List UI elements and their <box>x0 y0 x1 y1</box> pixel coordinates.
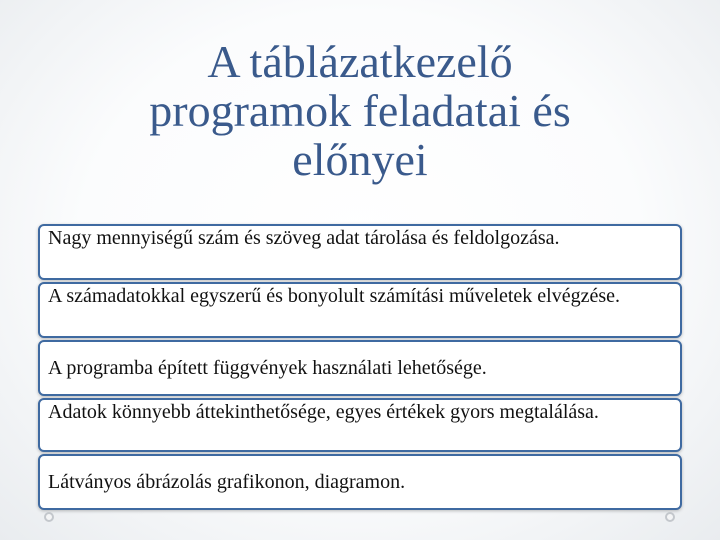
corner-dot-right-icon <box>665 512 675 522</box>
list-item-4-text: Adatok könnyebb áttekinthetősége, egyes értékek gyors megtalálása. <box>48 401 599 423</box>
title-line-1: A táblázatkezelő <box>207 36 513 87</box>
list-item-1-text: Nagy mennyiségű szám és szöveg adat tárolása és feldolgozása. <box>48 227 560 249</box>
list-item-3 <box>38 340 682 396</box>
list-item-5-text: Látványos ábrázolás grafikonon, diagramon. <box>48 471 406 493</box>
list-item-1 <box>38 224 682 280</box>
corner-dot-left-icon <box>44 512 54 522</box>
list-item-3-text: A programba épített függvények használati lehetősége. <box>48 357 487 379</box>
list-item-4 <box>38 398 682 452</box>
list-item-5 <box>38 454 682 510</box>
title-line-3: előnyei <box>292 133 428 185</box>
list-item-2 <box>38 282 682 338</box>
title-line-2: programok feladatai és <box>149 84 571 136</box>
slide-title <box>40 38 680 184</box>
list-item-2-text: A számadatokkal egyszerű és bonyolult számítási műveletek elvégzése. <box>48 285 621 307</box>
